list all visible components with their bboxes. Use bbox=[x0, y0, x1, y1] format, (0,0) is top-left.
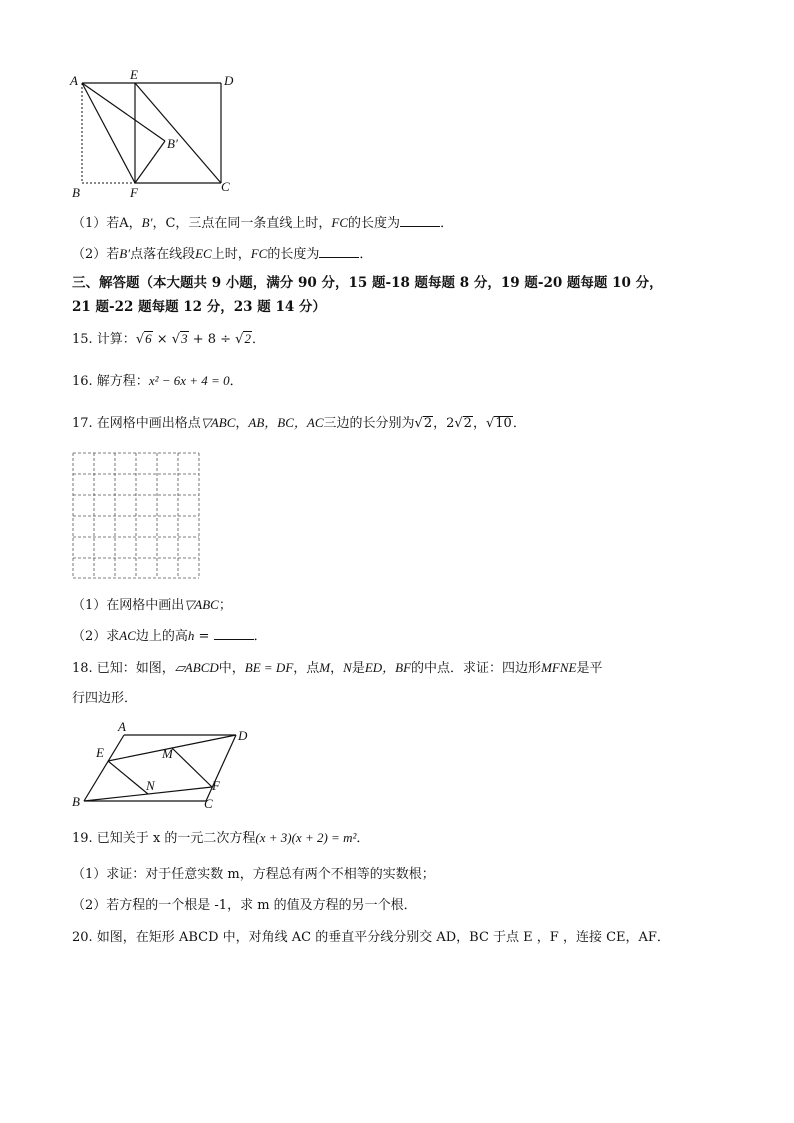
dashed-grid[interactable] bbox=[72, 452, 202, 580]
parallelogram-figure bbox=[66, 718, 266, 813]
question-19: 19. 已知关于 x 的一元二次方程(x + 3)(x + 2) = m²． bbox=[72, 830, 370, 846]
answer-blank[interactable] bbox=[319, 245, 359, 258]
question-15: 15. 计算：√6 × √3 + 8 ÷ √2． bbox=[72, 331, 265, 347]
label-f: F bbox=[130, 185, 138, 200]
rectangle-fold-figure bbox=[66, 66, 246, 201]
label-c: C bbox=[204, 796, 213, 811]
segment-b-prime-f bbox=[135, 141, 165, 183]
answer-blank[interactable] bbox=[214, 627, 254, 640]
edge-ba bbox=[84, 735, 124, 801]
section-heading-line2: 21 题-22 题每题 12 分，23 题 14 分） bbox=[72, 299, 326, 315]
question-16: 16. 解方程：x² − 6x + 4 = 0． bbox=[72, 373, 243, 389]
segment-af bbox=[82, 83, 135, 183]
label-d: D bbox=[224, 73, 234, 88]
q19-part1: （1）求证：对于任意实数 m，方程总有两个不相等的实数根； bbox=[72, 867, 435, 882]
q14-part1: （1）若A，B′，C，三点在同一条直线上时，FC的长度为 ． bbox=[72, 215, 454, 231]
segment-ab-prime bbox=[82, 83, 165, 141]
q17-part1: （1）在网格中画出▽ABC； bbox=[72, 597, 232, 613]
section-heading: 三、解答题（本大题共 9 小题，满分 90 分，15 题-18 题每题 8 分，19 题-20 题每题 10 分， bbox=[72, 275, 663, 291]
label-a: A bbox=[70, 73, 78, 88]
label-b: B bbox=[72, 185, 80, 200]
label-e: E bbox=[130, 67, 138, 82]
edge-dc bbox=[206, 735, 236, 801]
label-f: F bbox=[212, 778, 220, 793]
question-18: 18. 已知：如图，▱ABCD中，BE = DF，点M，N是ED，BF的中点．求证：四边形MFNE是平 bbox=[72, 660, 603, 676]
segment-mf bbox=[172, 748, 212, 787]
question-20: 20. 如图，在矩形 ABCD 中，对角线 AC 的垂直平分线分别交 AD，BC 于点 E ，F ，连接 CE，AF． bbox=[72, 930, 670, 945]
label-a: A bbox=[118, 719, 126, 734]
label-m: M bbox=[162, 746, 173, 761]
question-18-line2: 行四边形． bbox=[72, 691, 138, 706]
segment-ec bbox=[135, 83, 221, 183]
label-c: C bbox=[221, 179, 230, 194]
q17-part2: （2）求AC边上的高h = ． bbox=[72, 628, 267, 644]
label-d: D bbox=[238, 728, 248, 743]
q14-part2: （2）若B′点落在线段EC上时，FC的长度为 ． bbox=[72, 246, 373, 262]
label-b-prime: B′ bbox=[167, 136, 178, 151]
label-n: N bbox=[146, 778, 155, 793]
q19-part2: （2）若方程的一个根是 -1，求 m 的值及方程的另一个根． bbox=[72, 898, 417, 913]
question-17: 17. 在网格中画出格点▽ABC，AB，BC，AC三边的长分别为√2，2√2，√10． bbox=[72, 415, 526, 431]
answer-blank[interactable] bbox=[400, 214, 440, 227]
label-e: E bbox=[96, 745, 104, 760]
label-b: B bbox=[72, 794, 80, 809]
segment-en bbox=[108, 761, 148, 794]
